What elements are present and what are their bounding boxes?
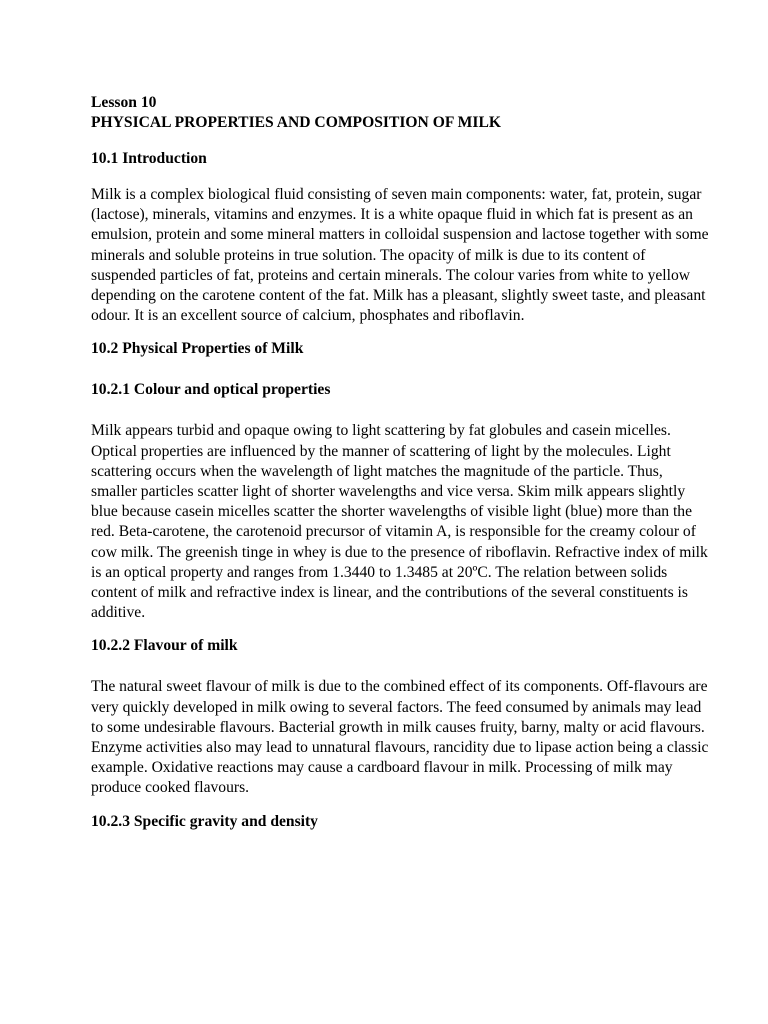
paragraph-flavour: The natural sweet flavour of milk is due to the combined effect of its components. Off-flavours are very quickly developed in milk owing to several factors. The feed consumed by animals may lead to some undesirable flavours. Bacterial growth in milk causes fruity, barny, malty or acid flavours. Enzyme activities also may lead to unnatural flavours, rancidity due to lipase action being a classic example. Oxidative reactions may cause a cardboard flavour in milk. Processing of milk may produce cooked flavours. [91,678,709,797]
section-heading-flavour: 10.2.2 Flavour of milk [91,637,238,655]
paragraph-colour-optical: Milk appears turbid and opaque owing to light scattering by fat globules and casein micelles. Optical properties are influenced by the manner of scattering of light by the molecules. Light scattering occurs when the wavelength of light matches the magnitude of the particle. Thus, smaller particles scatter light of shorter wavelengths and vice versa. Skim milk appears slightly blue because casein micelles scatter the shorter wavelengths of visible light (blue) more than the red. Beta-carotene, the carotenoid precursor of vitamin A, is responsible for the creamy colour of cow milk. The greenish tinge in whey is due to the presence of riboflavin. Refractive index of milk is an optical property and ranges from 1.3440 to 1.3485 at 20ºC. The relation between solids content of milk and refractive index is linear, and the contributions of the several constituents is additive. [91,422,708,622]
section-heading-colour-optical: 10.2.1 Colour and optical properties [91,381,331,399]
lesson-title: PHYSICAL PROPERTIES AND COMPOSITION OF MILK [91,114,501,131]
section-heading-specific-gravity: 10.2.3 Specific gravity and density [91,812,318,830]
document-content [91,93,711,832]
lesson-label: Lesson 10 [91,94,157,111]
section-heading-physical-properties: 10.2 Physical Properties of Milk [91,340,304,358]
section-heading-introduction: 10.1 Introduction [91,150,207,167]
paragraph-introduction: Milk is a complex biological fluid consisting of seven main components: water, fat, protein, sugar (lactose), minerals, vitamins and enzymes. It is a white opaque fluid in which fat is present as an emulsion, protein and some mineral matters in colloidal suspension and lactose together with some minerals and soluble proteins in true solution. The opacity of milk is due to its content of suspended particles of fat, proteins and certain minerals. The colour varies from white to yellow depending on the carotene content of the fat. Milk has a pleasant, slightly sweet taste, and pleasant odour. It is an excellent source of calcium, phosphates and riboflavin. [91,186,709,325]
